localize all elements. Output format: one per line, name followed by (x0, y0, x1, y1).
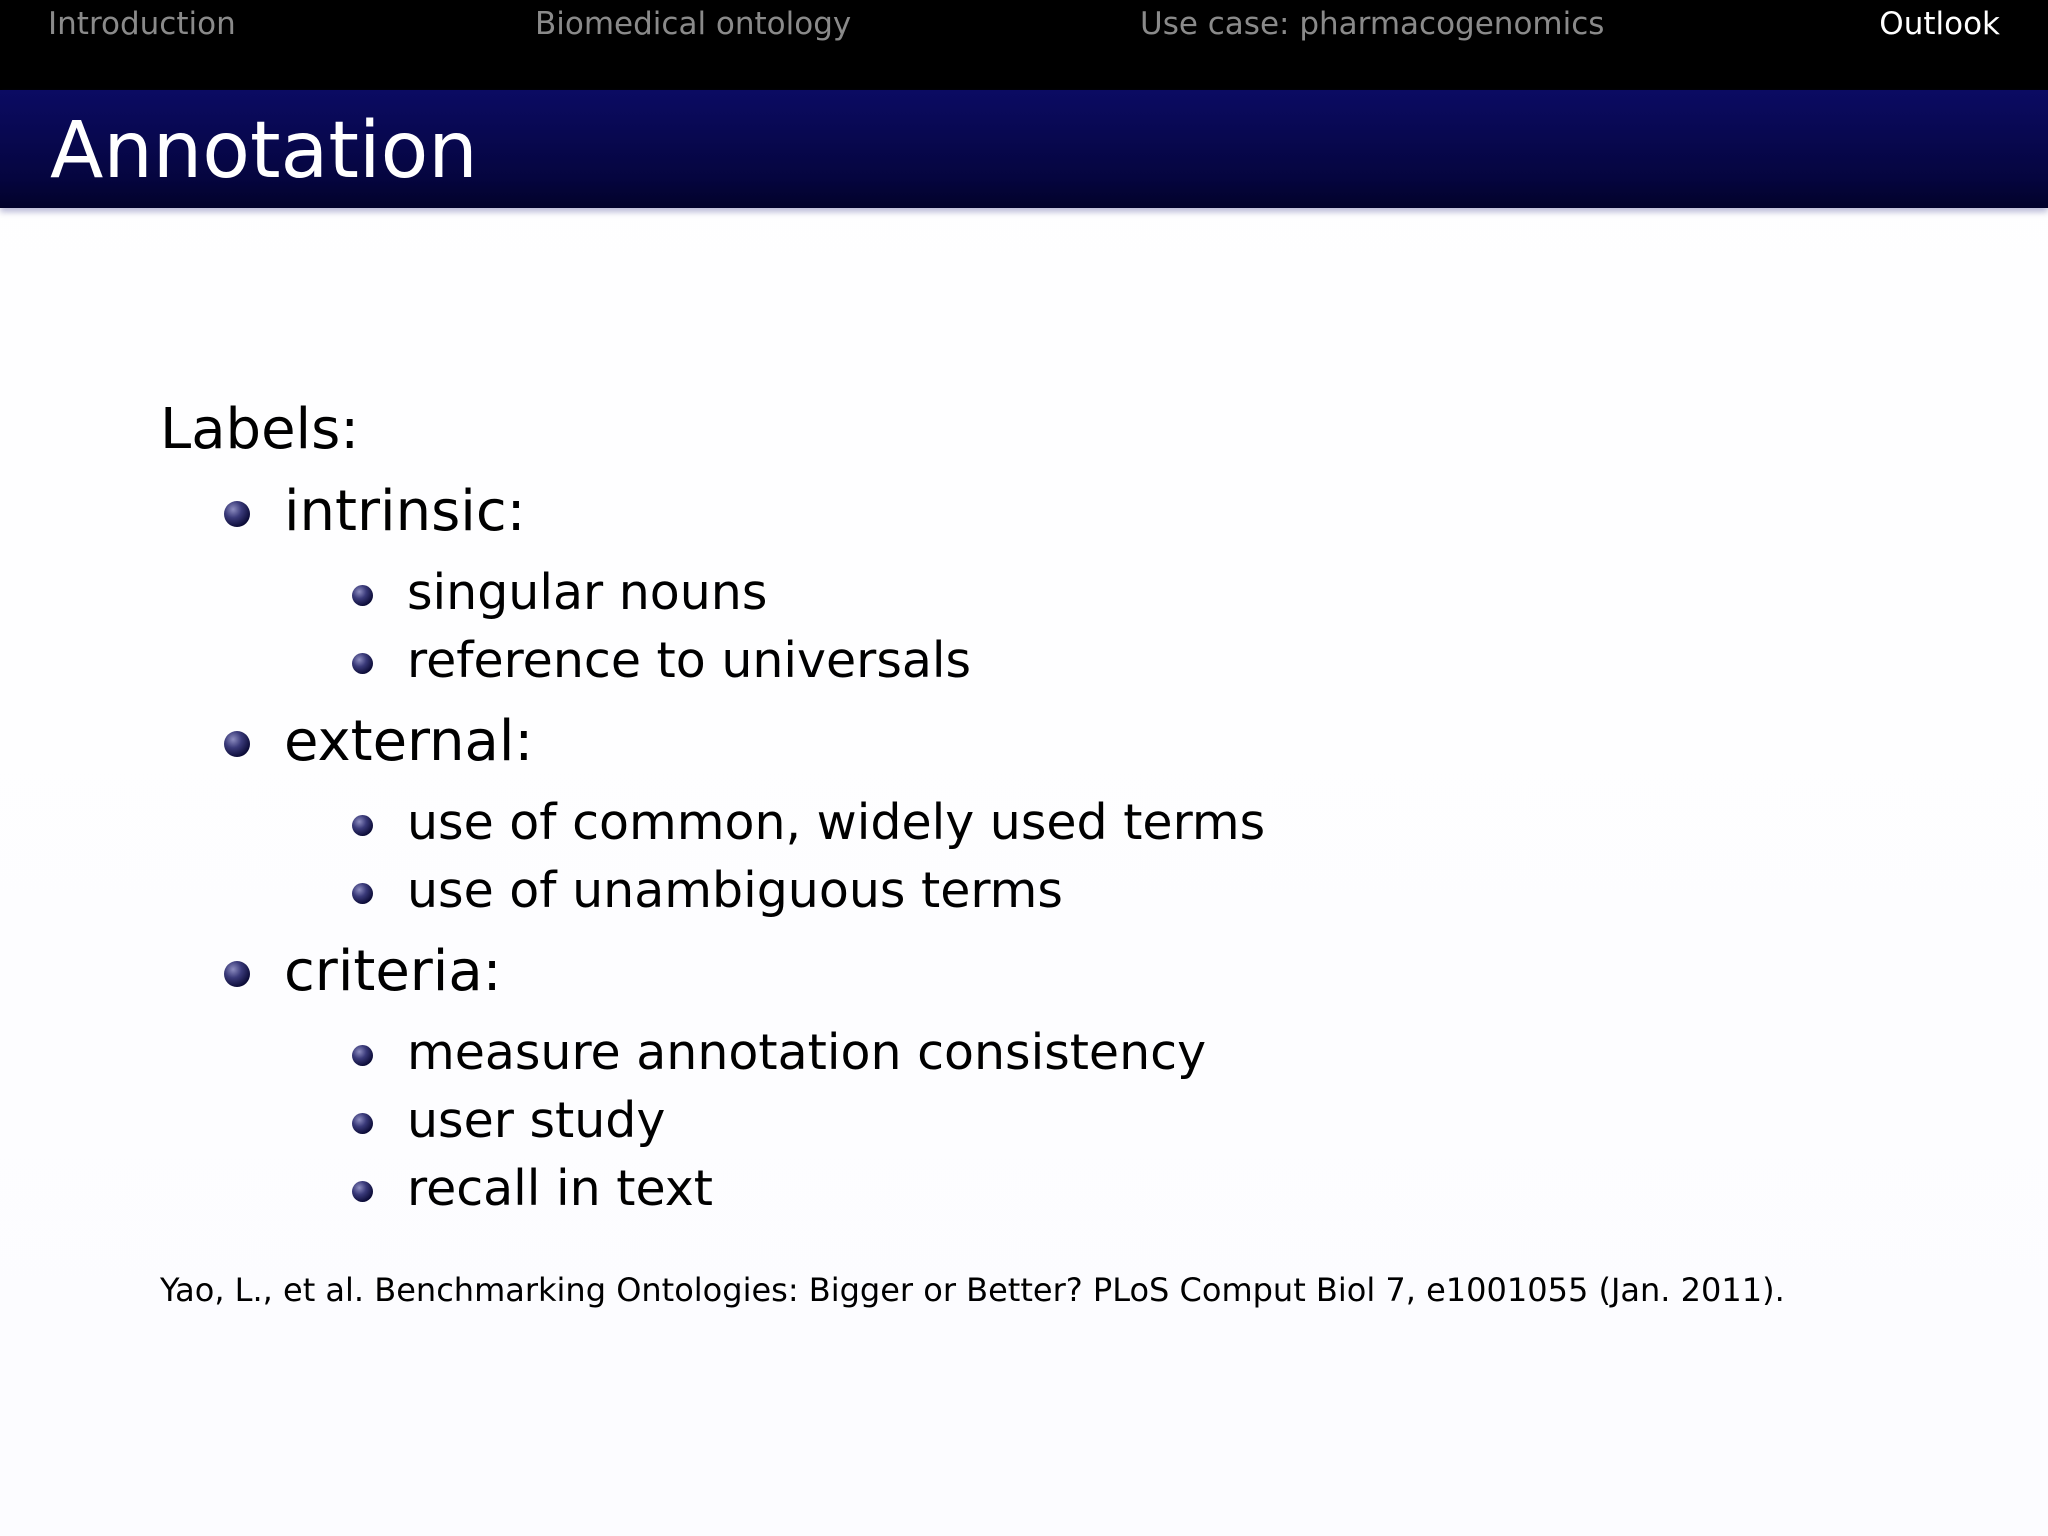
list-item (160, 477, 1860, 547)
navigation-bar (0, 0, 2048, 90)
nav-item-biomedical-ontology[interactable]: Biomedical ontology (535, 6, 852, 42)
bullet-icon (352, 585, 373, 606)
bullet-icon (224, 961, 250, 987)
list-item (160, 627, 1860, 695)
list-item (160, 1087, 1860, 1155)
list-item (160, 937, 1860, 1007)
bullet-icon (352, 653, 373, 674)
bullet-icon (224, 731, 250, 757)
item-text: use of common, widely used terms (407, 794, 1266, 851)
list-item (160, 789, 1860, 857)
list-item (160, 1155, 1860, 1223)
slide-content (160, 395, 1860, 1233)
item-text: measure annotation consistency (407, 1024, 1207, 1081)
bullet-icon (224, 501, 250, 527)
item-text: reference to universals (407, 632, 972, 689)
bullet-icon (352, 1181, 373, 1202)
sub-list (160, 789, 1860, 925)
bullet-icon (352, 1113, 373, 1134)
list-item (160, 1019, 1860, 1087)
item-text: singular nouns (407, 564, 768, 621)
group-label: intrinsic: (284, 479, 526, 544)
citation: Yao, L., et al. Benchmarking Ontologies: Bigger or Better? PLoS Comput Biol 7, e1001055 (Jan. 2011). (160, 1271, 1785, 1309)
item-text: use of unambiguous terms (407, 862, 1063, 919)
labels-heading: Labels: (160, 397, 360, 462)
sub-list (160, 1019, 1860, 1223)
nav-item-use-case[interactable]: Use case: pharmacogenomics (1140, 6, 1605, 42)
nav-item-outlook[interactable]: Outlook (1879, 6, 2000, 42)
item-text: user study (407, 1092, 666, 1149)
nav-item-introduction[interactable]: Introduction (48, 6, 236, 42)
bullet-icon (352, 815, 373, 836)
list-item (160, 707, 1860, 777)
title-band (0, 90, 2048, 208)
bullet-icon (352, 883, 373, 904)
list-item (160, 857, 1860, 925)
sub-list (160, 559, 1860, 695)
group-label: criteria: (284, 939, 502, 1004)
slide-title: Annotation (50, 106, 478, 196)
bullet-icon (352, 1045, 373, 1066)
list-item (160, 559, 1860, 627)
item-text: recall in text (407, 1160, 713, 1217)
group-label: external: (284, 709, 534, 774)
